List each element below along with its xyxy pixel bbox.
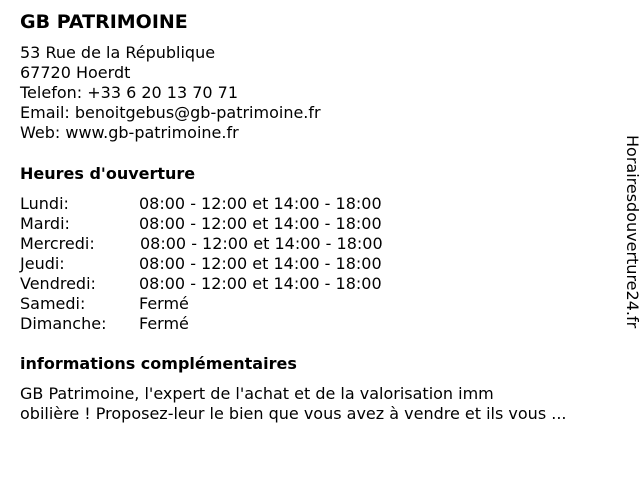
contact-block	[20, 43, 321, 143]
address-line-1: 53 Rue de la République	[20, 43, 216, 62]
day-label: Mercredi:	[20, 234, 95, 253]
day-label: Mardi:	[20, 214, 70, 233]
day-label: Jeudi:	[20, 254, 65, 273]
day-hours: Fermé	[139, 294, 189, 313]
address-line-2: 67720 Hoerdt	[20, 63, 131, 82]
day-label: Dimanche:	[20, 314, 107, 333]
day-label: Vendredi:	[20, 274, 96, 293]
day-label: Samedi:	[20, 294, 86, 313]
day-hours: Fermé	[139, 314, 189, 333]
email-address: Email: benoitgebus@gb-patrimoine.fr	[20, 103, 321, 122]
day-hours: 08:00 - 12:00 et 14:00 - 18:00	[139, 274, 382, 293]
business-name: GB PATRIMOINE	[20, 11, 188, 33]
site-watermark: Horairesdouverture24.fr	[623, 135, 642, 329]
day-hours: 08:00 - 12:00 et 14:00 - 18:00	[139, 254, 382, 273]
additional-info-heading: informations complémentaires	[20, 354, 297, 373]
day-hours: 08:00 - 12:00 et 14:00 - 18:00	[139, 194, 382, 213]
opening-hours-heading: Heures d'ouverture	[20, 164, 196, 183]
info-line-2: obilière ! Proposez-leur le bien que vous avez à vendre et ils vous ...	[20, 404, 567, 423]
day-label: Lundi:	[20, 194, 69, 213]
phone-number: Telefon: +33 6 20 13 70 71	[20, 83, 239, 102]
additional-info-text	[20, 384, 620, 424]
day-hours: 08:00 - 12:00 et 14:00 - 18:00	[139, 214, 382, 233]
website-url: Web: www.gb-patrimoine.fr	[20, 123, 239, 142]
day-hours: 08:00 - 12:00 et 14:00 - 18:00	[140, 234, 383, 253]
info-line-1: GB Patrimoine, l'expert de l'achat et de la valorisation imm	[20, 384, 494, 403]
